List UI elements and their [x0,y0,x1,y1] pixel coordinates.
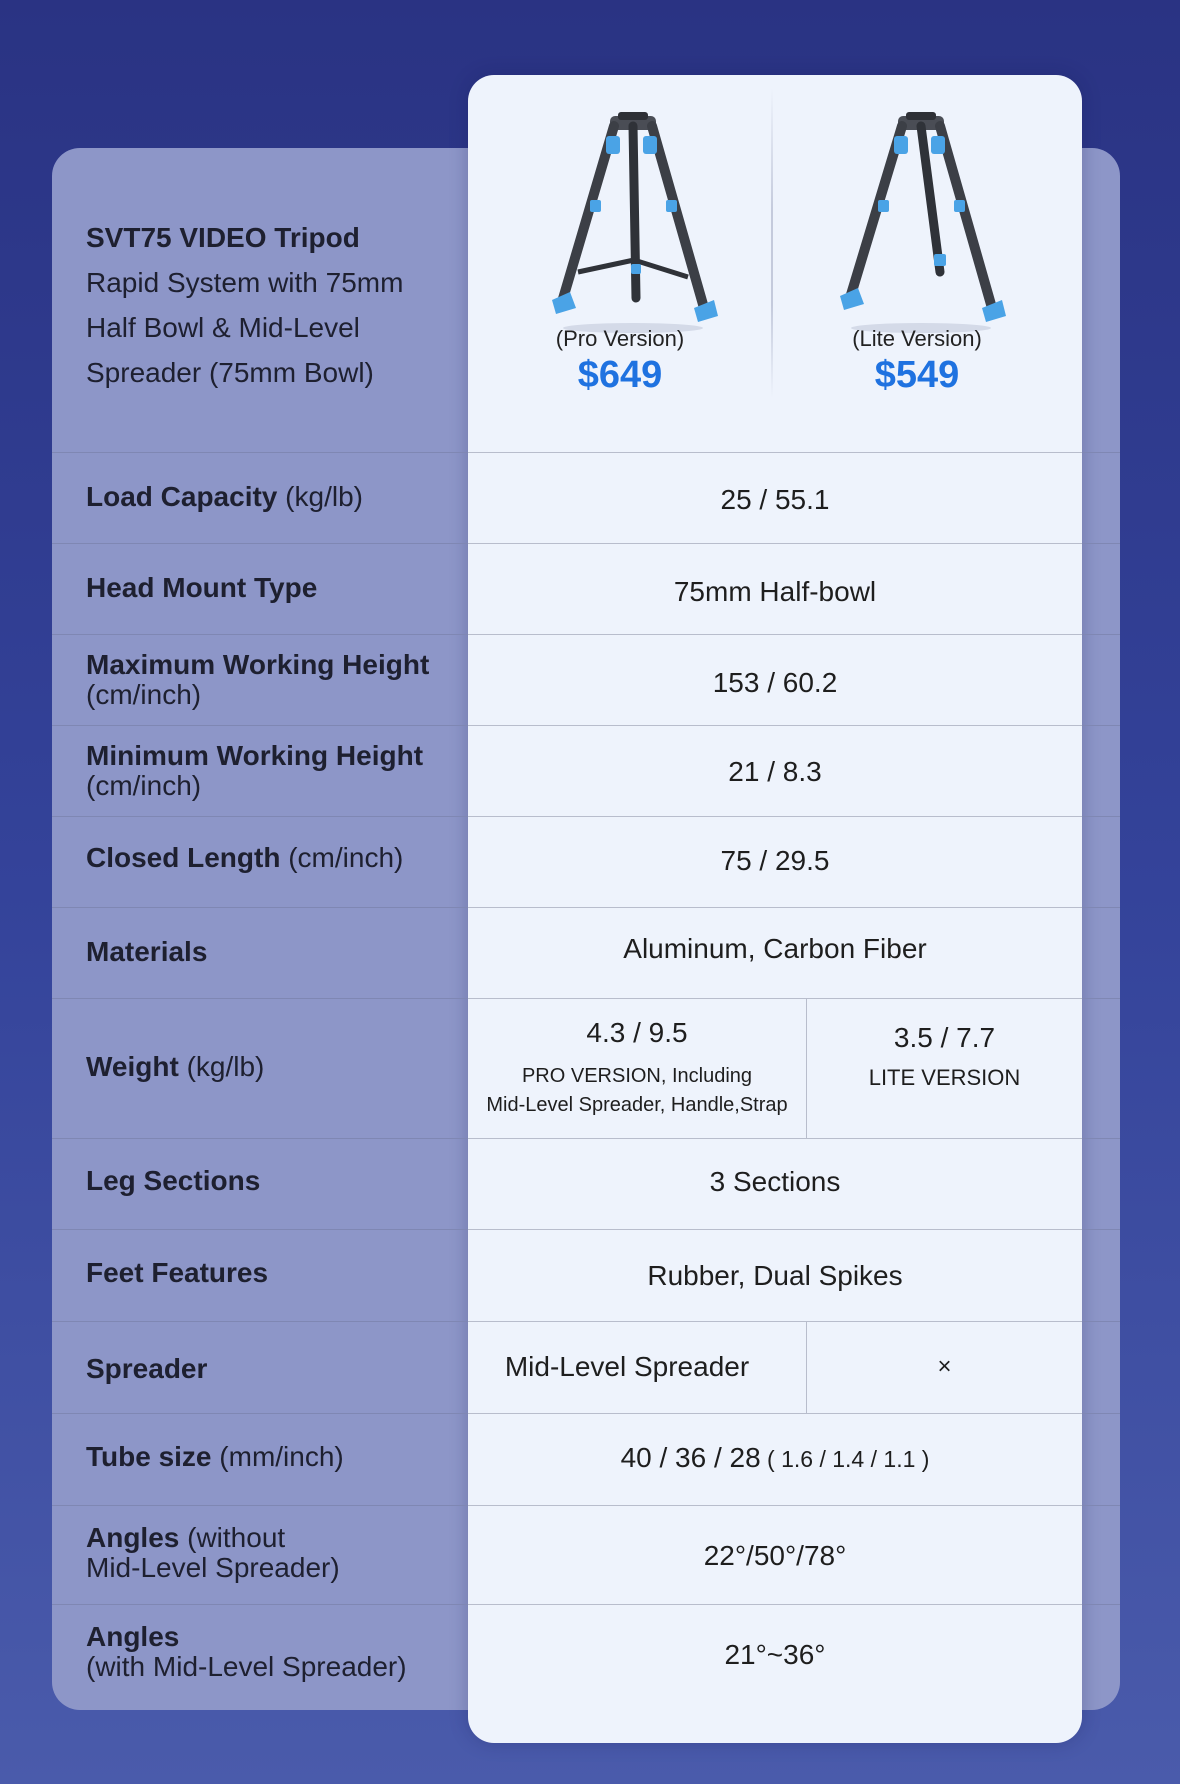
label-bold: Maximum Working Height [86,649,430,680]
tube-size-mm: 40 / 36 / 28 [620,1442,761,1473]
spec-label-leg-sections [86,1166,456,1196]
row-divider [52,816,1120,817]
row-divider [52,907,1120,908]
row-divider [52,1321,1120,1322]
weight-pro-value: 4.3 / 9.5 [586,1017,688,1048]
label-unit: (cm/inch) [86,770,202,801]
product-name: SVT75 VIDEO Tripod [86,222,360,253]
label-unit-line2: Mid-Level Spreader) [86,1552,340,1583]
spec-value-angles-without-spreader: 22°/50°/78° [703,1540,847,1571]
spec-value-feet: Rubber, Dual Spikes [647,1260,903,1291]
pro-version-header [490,326,750,397]
label-bold: Minimum Working Height [86,740,424,771]
spec-value-max-height: 153 / 60.2 [712,667,838,698]
spec-label-load-capacity [86,482,456,512]
label-bold: Closed Length [86,842,281,873]
label-bold: Spreader [86,1353,208,1384]
spec-label-materials [86,937,456,967]
label-unit: (without [179,1522,286,1553]
spec-value-angles-with-spreader: 21°~36° [724,1639,826,1670]
spec-label-closed-length [86,843,456,873]
row-divider [52,998,1120,999]
spec-label-min-height [86,741,456,801]
weight-lite-note: LITE VERSION [868,1065,1021,1090]
spec-value-head-mount: 75mm Half-bowl [673,576,877,607]
lite-version-label: (Lite Version) [852,326,982,351]
label-unit: (kg/lb) [178,1051,265,1082]
label-unit: (cm/inch) [280,842,404,873]
product-desc-line-3: Spreader (75mm Bowl) [86,357,374,388]
row-divider [52,452,1120,453]
lite-version-header [787,326,1047,397]
row-divider [52,634,1120,635]
label-unit: (kg/lb) [277,481,363,512]
product-desc-line-2: Half Bowl & Mid-Level [86,312,360,343]
product-desc-line-1: Rapid System with 75mm [86,267,404,298]
weight-lite-value: 3.5 / 7.7 [893,1022,996,1053]
spreader-lite-value: × [937,1353,952,1380]
row-divider [52,1505,1120,1506]
spec-label-max-height [86,650,456,710]
lite-version-price: $549 [874,354,960,396]
pro-tripod-image [548,112,718,334]
spec-label-angles-without-spreader [86,1523,456,1583]
label-unit-line2: (with Mid-Level Spreader) [86,1651,407,1682]
row-divider [52,1604,1120,1605]
label-bold: Weight [86,1051,179,1082]
label-bold: Materials [86,936,208,967]
label-bold: Feet Features [86,1257,269,1288]
weight-pro-note-2: Mid-Level Spreader, Handle,Strap [486,1094,788,1116]
label-unit: (cm/inch) [86,679,202,710]
spec-value-leg-sections: 3 Sections [709,1166,841,1197]
spec-label-head-mount [86,573,456,603]
label-bold: Angles [86,1522,180,1553]
version-divider [771,88,773,398]
row-divider [52,543,1120,544]
lite-tripod-image [836,112,1006,334]
spec-label-angles-with-spreader [86,1622,456,1682]
spec-value-min-height: 21 / 8.3 [728,756,822,787]
label-bold: Head Mount Type [86,572,318,603]
spreader-pro-value: Mid-Level Spreader [504,1351,750,1382]
row-divider [52,1138,1120,1139]
row-divider [52,725,1120,726]
spec-value-materials: Aluminum, Carbon Fiber [623,933,927,964]
row-divider [52,1413,1120,1414]
pro-version-price: $649 [577,354,663,396]
spec-label-tube-size [86,1442,456,1472]
tube-size-inch: ( 1.6 / 1.4 / 1.1 ) [760,1446,930,1472]
row-divider [52,1229,1120,1230]
spec-label-feet [86,1258,456,1288]
spec-value-load-capacity: 25 / 55.1 [720,484,830,515]
label-bold: Leg Sections [86,1165,261,1196]
label-bold: Angles [86,1621,180,1652]
spec-value-tube-size [468,1442,1082,1474]
spec-value-closed-length: 75 / 29.5 [720,845,830,876]
weight-pro-note-1: PRO VERSION, Including [521,1065,753,1087]
pro-version-label: (Pro Version) [555,326,685,351]
label-bold: Load Capacity [86,481,278,512]
label-unit: (mm/inch) [211,1441,344,1472]
label-bold: Tube size [86,1441,212,1472]
spec-label-weight [86,1052,456,1082]
spec-label-spreader [86,1354,456,1384]
product-title [86,215,466,395]
